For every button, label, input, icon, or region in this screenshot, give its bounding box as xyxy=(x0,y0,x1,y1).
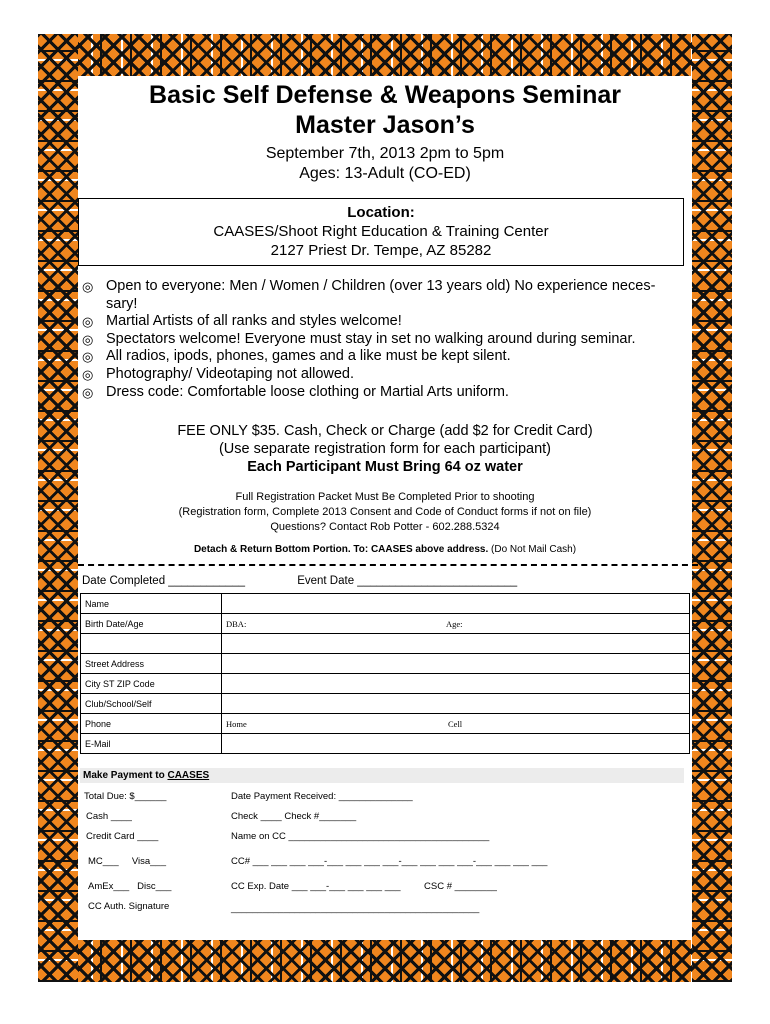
info-bullet-list xyxy=(82,278,682,401)
list-item: ◎ All radios, ipods, phones, games and a like must be kept silent. xyxy=(82,348,511,365)
bullet-icon: ◎ xyxy=(82,314,94,330)
bullet-icon: ◎ xyxy=(82,349,94,365)
check-field[interactable]: Check ____ Check #_______ xyxy=(231,811,357,822)
dba-label: DBA: xyxy=(226,618,247,629)
email-label: E-Mail xyxy=(81,734,222,754)
detach-note: (Do Not Mail Cash) xyxy=(491,544,577,555)
street-field[interactable] xyxy=(222,654,690,674)
amex-disc-field[interactable]: AmEx___ Disc___ xyxy=(88,881,172,892)
table-row xyxy=(81,614,690,634)
age-label: Age: xyxy=(446,618,463,629)
title-line-2: Master Jason’s xyxy=(295,111,475,139)
fee-section xyxy=(78,422,692,476)
packet-line-3: Questions? Contact Rob Potter - 602.288.5324 xyxy=(270,521,500,533)
fee-line-1: FEE ONLY $35. Cash, Check or Charge (add $2 for Credit Card) xyxy=(177,423,593,439)
table-row xyxy=(81,714,690,734)
celtic-border-top xyxy=(40,34,730,76)
fee-line-2: (Use separate registration form for each participant) xyxy=(218,441,552,457)
csc-field[interactable]: CSC # ________ xyxy=(424,881,497,892)
email-field[interactable] xyxy=(222,734,690,754)
table-row xyxy=(81,694,690,714)
payee-name: CAASES xyxy=(167,770,210,781)
packet-line-2: (Registration form, Complete 2013 Consent and Code of Conduct forms if not on file) xyxy=(178,506,592,518)
name-label: Name xyxy=(81,594,222,614)
celtic-border-right xyxy=(692,34,732,982)
cc-number-field[interactable]: CC# ___ ___ ___ ___-___ ___ ___ ___-___ ___ ___ ___-___ ___ ___ ___ xyxy=(231,856,548,867)
club-field[interactable] xyxy=(222,694,690,714)
bullet-icon: ◎ xyxy=(82,384,94,400)
table-row xyxy=(81,654,690,674)
detach-instruction xyxy=(78,544,692,555)
phone-field[interactable] xyxy=(222,714,690,734)
payment-section xyxy=(80,768,684,783)
bullet-icon: ◎ xyxy=(82,331,94,347)
home-label: Home xyxy=(226,718,247,729)
location-address: 2127 Priest Dr. Tempe, AZ 85282 xyxy=(270,242,492,259)
location-name: CAASES/Shoot Right Education & Training Center xyxy=(213,223,549,240)
street-label: Street Address xyxy=(81,654,222,674)
birth-label: Birth Date/Age xyxy=(81,614,222,634)
location-box xyxy=(78,198,684,266)
event-date-field[interactable]: Event Date _________________________ xyxy=(297,575,518,587)
table-row xyxy=(81,734,690,754)
packet-notice xyxy=(78,490,692,535)
list-item: ◎ Martial Artists of all ranks and styles welcome! xyxy=(82,313,402,330)
name-field[interactable] xyxy=(222,594,690,614)
detach-bold: Detach & Return Bottom Portion. To: CAASES above address. xyxy=(193,544,489,555)
total-due-field[interactable]: Total Due: $______ xyxy=(84,791,167,802)
cell-label: Cell xyxy=(448,718,463,729)
celtic-border-bottom xyxy=(40,940,730,982)
list-item: ◎ Spectators welcome! Everyone must stay in set no walking around during seminar. xyxy=(82,330,636,347)
list-item: ◎ Open to everyone: Men / Women / Children (over 13 years old) No experience neces- sary! xyxy=(82,278,656,312)
city-label: City ST ZIP Code xyxy=(81,674,222,694)
bullet-icon: ◎ xyxy=(82,279,94,294)
title-line-1: Basic Self Defense & Weapons Seminar xyxy=(149,81,621,109)
cash-field[interactable]: Cash ____ xyxy=(86,811,132,822)
bullet-icon: ◎ xyxy=(82,366,94,382)
date-completed-field[interactable]: Date Completed ____________ xyxy=(82,575,246,587)
flyer-header xyxy=(78,80,692,184)
credit-card-field[interactable]: Credit Card ____ xyxy=(86,831,159,842)
celtic-border-left xyxy=(38,34,78,982)
blank-label xyxy=(81,634,222,654)
club-label: Club/School/Self xyxy=(81,694,222,714)
mc-visa-field[interactable]: MC___ Visa___ xyxy=(88,856,166,867)
auth-signature-label: CC Auth. Signature xyxy=(88,901,170,912)
list-item: ◎ Photography/ Videotaping not allowed. xyxy=(82,365,355,382)
table-row xyxy=(81,594,690,614)
cc-exp-field[interactable]: CC Exp. Date ___ ___-___ ___ ___ ___ xyxy=(231,881,401,892)
blank-field[interactable] xyxy=(222,634,690,654)
seminar-date: September 7th, 2013 2pm to 5pm xyxy=(265,145,505,162)
registration-table xyxy=(80,593,690,754)
table-row xyxy=(81,674,690,694)
fee-line-3: Each Participant Must Bring 64 oz water xyxy=(247,459,523,475)
table-row xyxy=(81,634,690,654)
cut-line xyxy=(78,564,698,566)
seminar-ages: Ages: 13-Adult (CO-ED) xyxy=(299,165,471,182)
city-field[interactable] xyxy=(222,674,690,694)
payment-heading: Make Payment to CAASES xyxy=(80,768,684,783)
dba-age-field[interactable] xyxy=(222,614,690,634)
date-received-field[interactable]: Date Payment Received: ______________ xyxy=(231,791,413,802)
form-top-row xyxy=(82,575,517,587)
auth-signature-line[interactable]: _______________________________________________ xyxy=(231,903,480,914)
packet-line-1: Full Registration Packet Must Be Completed Prior to shooting xyxy=(235,491,535,503)
list-item: ◎ Dress code: Comfortable loose clothing or Martial Arts uniform. xyxy=(82,383,509,400)
location-heading: Location: xyxy=(347,204,415,221)
name-on-cc-field[interactable]: Name on CC ______________________________________ xyxy=(231,831,490,842)
phone-label: Phone xyxy=(81,714,222,734)
